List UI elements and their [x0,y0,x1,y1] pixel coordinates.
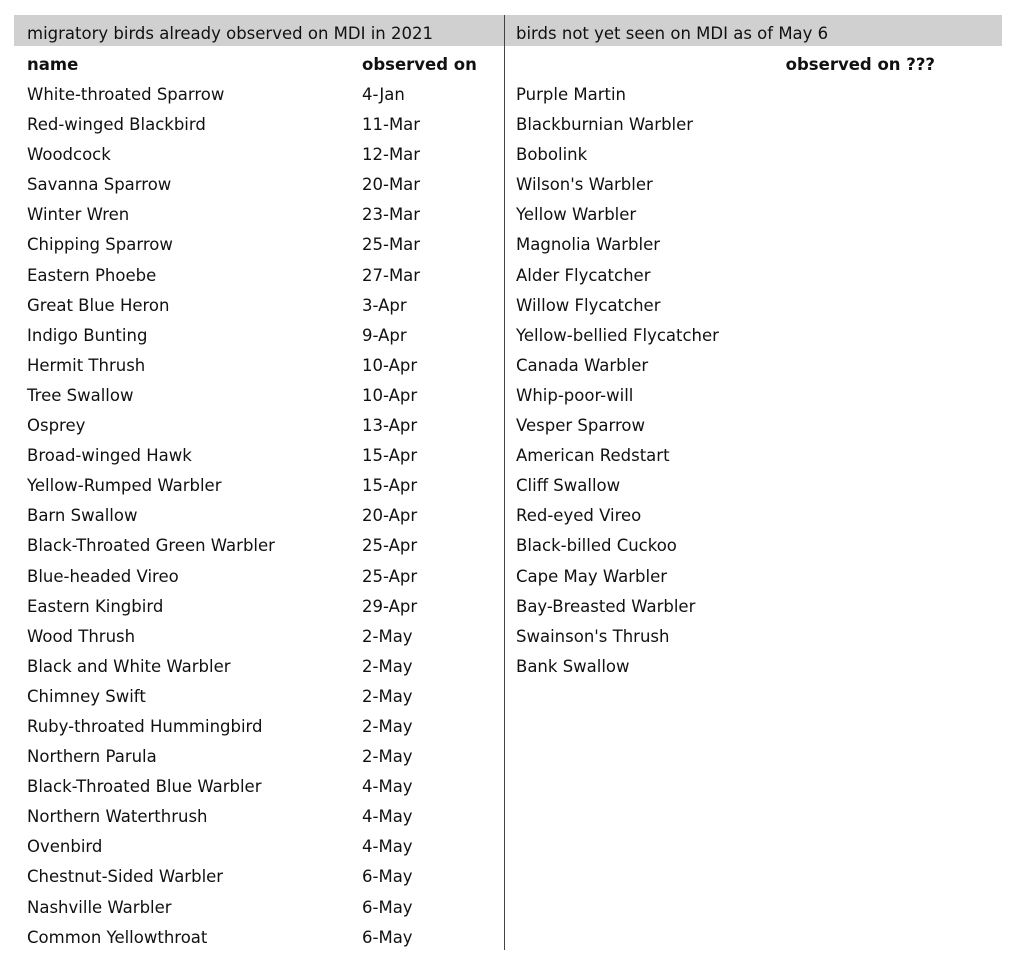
observed-date: 10-Apr [362,355,418,375]
observed-date: 10-Apr [362,385,418,405]
bird-name: Cliff Swallow [516,476,621,496]
unseen-bird-row [516,353,996,383]
bird-name: Vesper Sparrow [516,416,645,436]
bird-name: Red-winged Blackbird [27,115,206,135]
unseen-bird-row [516,383,996,413]
bird-name: Common Yellowthroat [27,927,208,947]
observed-section-title: migratory birds already observed on MDI in 2021 [27,24,433,43]
observed-date: 2-May [362,626,413,646]
observed-bird-row [27,533,497,563]
unseen-bird-row [516,473,996,503]
bird-name: Eastern Kingbird [27,596,164,616]
bird-name: Nashville Warbler [27,897,172,917]
unseen-bird-row [516,654,996,684]
bird-name: Winter Wren [27,205,130,225]
observed-birds-list [27,82,497,955]
bird-name: Chipping Sparrow [27,235,173,255]
observed-bird-row [27,834,497,864]
bird-name: Yellow Warbler [516,205,637,225]
observed-date: 6-May [362,927,413,947]
bird-name: White-throated Sparrow [27,85,225,104]
bird-name: Chimney Swift [27,686,146,706]
bird-name: Bobolink [516,145,588,165]
bird-name: Willow Flycatcher [516,295,661,315]
bird-name: Alder Flycatcher [516,265,651,285]
unseen-birds-list [516,82,996,684]
bird-name: Black-Throated Green Warbler [27,536,275,556]
observed-date: 4-Jan [362,85,405,104]
observed-bird-row [27,744,497,774]
observed-date: 4-May [362,777,413,797]
unseen-bird-row [516,82,996,112]
observed-bird-row [27,293,497,323]
bird-name: Woodcock [27,145,111,165]
observed-date: 6-May [362,867,413,887]
bird-name: Magnolia Warbler [516,235,661,255]
unseen-bird-row [516,413,996,443]
bird-name: Blue-headed Vireo [27,566,179,586]
observed-date: 2-May [362,656,413,676]
observed-bird-row [27,142,497,172]
unseen-bird-row [516,624,996,654]
observed-date: 27-Mar [362,265,421,285]
observed-date: 20-Mar [362,175,421,195]
bird-name: Cape May Warbler [516,566,668,586]
unseen-section-title: birds not yet seen on MDI as of May 6 [516,24,829,43]
observed-bird-row [27,172,497,202]
observed-bird-row [27,82,497,112]
unseen-bird-row [516,172,996,202]
observed-date: 6-May [362,897,413,917]
observed-bird-row [27,564,497,594]
unseen-bird-row [516,443,996,473]
unseen-bird-row [516,263,996,293]
observed-date: 20-Apr [362,506,418,526]
bird-name: Osprey [27,416,86,436]
unseen-bird-row [516,503,996,533]
bird-name: Northern Waterthrush [27,807,208,827]
unseen-observed-on-column-header: observed on ??? [785,55,935,74]
bird-name: Ruby-throated Hummingbird [27,716,263,736]
observed-bird-row [27,232,497,262]
unseen-bird-row [516,564,996,594]
observed-bird-row [27,353,497,383]
observed-date: 2-May [362,747,413,767]
observed-date: 12-Mar [362,145,421,165]
bird-name: Purple Martin [516,85,626,104]
unseen-bird-row [516,293,996,323]
observed-bird-row [27,112,497,142]
observed-bird-row [27,202,497,232]
unseen-bird-row [516,323,996,353]
observed-bird-row [27,443,497,473]
observed-bird-row [27,594,497,624]
observed-date: 23-Mar [362,205,421,225]
bird-name: Wilson's Warbler [516,175,653,195]
observed-date: 25-Apr [362,536,418,556]
observed-bird-row [27,624,497,654]
bird-name: Yellow-Rumped Warbler [27,476,222,496]
observed-bird-row [27,654,497,684]
unseen-bird-row [516,112,996,142]
bird-name: Whip-poor-will [516,385,634,405]
bird-name: Tree Swallow [27,385,134,405]
observed-date: 9-Apr [362,325,407,345]
bird-name: Bay-Breasted Warbler [516,596,696,616]
bird-name: Black-billed Cuckoo [516,536,677,556]
observed-date: 4-May [362,807,413,827]
observed-date: 2-May [362,686,413,706]
bird-name: American Redstart [516,446,670,466]
observed-bird-row [27,804,497,834]
observed-bird-row [27,714,497,744]
bird-name: Hermit Thrush [27,355,146,375]
unseen-bird-row [516,202,996,232]
bird-name: Canada Warbler [516,355,649,375]
observed-bird-row [27,774,497,804]
observed-bird-row [27,503,497,533]
observed-bird-row [27,684,497,714]
bird-name: Blackburnian Warbler [516,115,694,135]
observed-bird-row [27,383,497,413]
observed-date: 25-Mar [362,235,421,255]
bird-name: Chestnut-Sided Warbler [27,867,224,887]
bird-name: Eastern Phoebe [27,265,157,285]
name-column-header: name [27,55,79,74]
bird-name: Yellow-bellied Flycatcher [516,325,719,345]
observed-date: 15-Apr [362,446,418,466]
observed-date: 25-Apr [362,566,418,586]
column-divider [504,15,505,950]
unseen-bird-row [516,594,996,624]
bird-name: Barn Swallow [27,506,138,526]
bird-name: Red-eyed Vireo [516,506,642,526]
bird-name: Black-Throated Blue Warbler [27,777,262,797]
bird-name: Swainson's Thrush [516,626,670,646]
observed-date: 29-Apr [362,596,418,616]
observed-on-column-header: observed on [362,55,477,74]
observed-bird-row [27,413,497,443]
bird-name: Bank Swallow [516,656,630,676]
bird-name: Wood Thrush [27,626,136,646]
bird-name: Ovenbird [27,837,103,857]
observed-date: 4-May [362,837,413,857]
observed-date: 13-Apr [362,416,418,436]
observed-bird-row [27,925,497,955]
bird-name: Black and White Warbler [27,656,231,676]
bird-name: Indigo Bunting [27,325,148,345]
unseen-bird-row [516,142,996,172]
bird-name: Savanna Sparrow [27,175,172,195]
observed-date: 3-Apr [362,295,407,315]
unseen-bird-row [516,232,996,262]
bird-name: Broad-winged Hawk [27,446,192,466]
observed-bird-row [27,895,497,925]
observed-bird-row [27,473,497,503]
bird-name: Northern Parula [27,747,157,767]
observed-date: 11-Mar [362,115,421,135]
observed-bird-row [27,263,497,293]
bird-name: Great Blue Heron [27,295,170,315]
observed-bird-row [27,864,497,894]
observed-bird-row [27,323,497,353]
observed-date: 2-May [362,716,413,736]
unseen-bird-row [516,533,996,563]
observed-date: 15-Apr [362,476,418,496]
